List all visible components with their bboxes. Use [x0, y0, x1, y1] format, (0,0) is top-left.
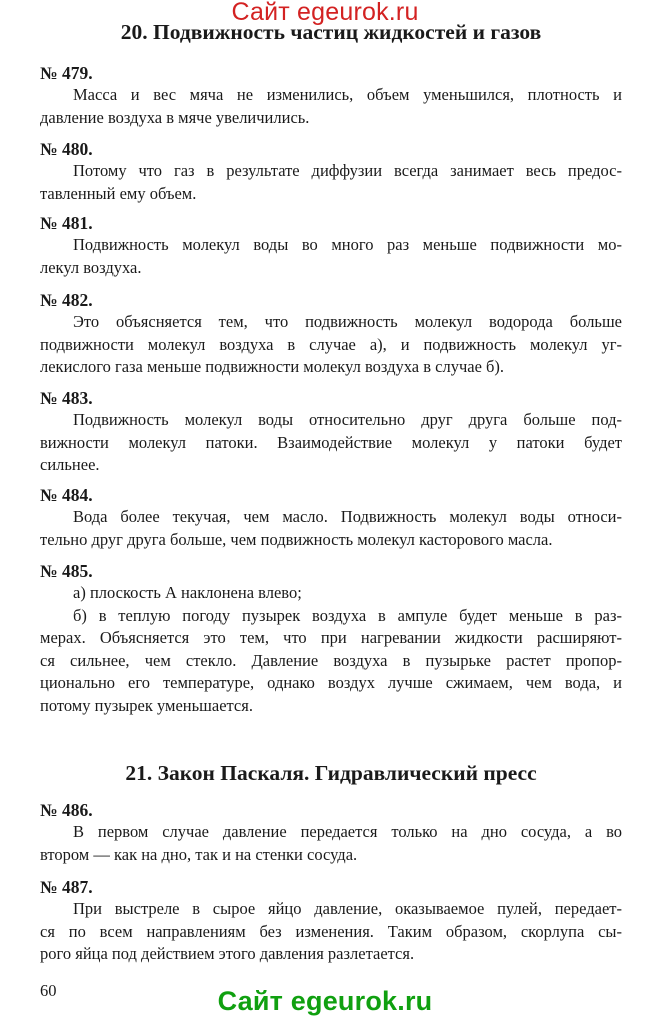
site-watermark-top: Сайт egeurok.ru — [231, 0, 419, 26]
problem-text-line: ся сильнее, чем стекло. Давление воздуха в пузырьке растет пропор- — [40, 650, 622, 670]
problem-number: № 486. — [40, 800, 93, 820]
problem-487 — [40, 876, 622, 966]
problem-479 — [40, 62, 622, 129]
problem-text-line: Подвижность молекул воды относительно друг друга больше под- — [73, 410, 622, 429]
problem-text-line: В первом случае давление передается только на дно сосуда, а во — [73, 822, 622, 841]
problem-text-line: сильнее. — [40, 455, 100, 475]
problem-text-line: вижности молекул патоки. Взаимодействие молекул у патоки будет — [40, 432, 622, 452]
section-20-title: 20. Подвижность частиц жидкостей и газов — [120, 20, 542, 44]
problem-text-line: Подвижность молекул воды во много раз меньше подвижности мо- — [73, 235, 622, 254]
problem-text-line: б) в теплую погоду пузырек воздуха в ампуле будет меньше в раз- — [73, 605, 622, 625]
problem-number: № 485. — [40, 561, 93, 581]
section-21-title: 21. Закон Паскаля. Гидравлический пресс — [125, 761, 537, 785]
problem-text-line: тавленный ему объем. — [40, 183, 197, 203]
problem-number: № 484. — [40, 485, 93, 505]
problem-text-line: потому пузырек уменьшается. — [40, 695, 253, 715]
problem-number: № 479. — [40, 63, 93, 83]
problem-number: № 480. — [40, 139, 93, 159]
problem-number: № 487. — [40, 877, 93, 897]
problem-text-line: тельно друг друга больше, чем подвижность молекул касторового масла. — [40, 529, 553, 549]
problem-text-line: подвижности молекул воздуха в случае а), и подвижность молекул уг- — [40, 334, 622, 354]
problem-text-line: ционально его температуре, однако воздух лучше сжимаем, чем вода, и — [40, 673, 622, 693]
problem-text-line: мерах. Объясняется это тем, что при нагревании жидкости расширяют- — [40, 628, 622, 648]
problem-text-line: втором — как на дно, так и на стенки сосуда. — [40, 844, 358, 864]
problem-484 — [40, 484, 622, 551]
page-number: 60 — [40, 981, 57, 1000]
problem-text-line: Вода более текучая, чем масло. Подвижность молекул воды относи- — [73, 507, 622, 526]
problem-483 — [40, 387, 622, 477]
problem-text-line: лекул воздуха. — [40, 257, 142, 277]
site-watermark-bottom: Сайт egeurok.ru — [217, 986, 433, 1016]
problem-text-line: Потому что газ в результате диффузии всегда занимает весь предос- — [73, 161, 622, 180]
problem-number: № 483. — [40, 388, 93, 408]
problem-486 — [40, 799, 622, 866]
problem-480 — [40, 138, 622, 205]
problem-text-line: Это объясняется тем, что подвижность молекул водорода больше — [73, 312, 622, 331]
problem-text-line: а) плоскость А наклонена влево; — [73, 583, 302, 602]
problem-text-line: Масса и вес мяча не изменились, объем уменьшился, плотность и — [73, 85, 622, 104]
problem-text-line: рого яйца под действием этого давления разлетается. — [40, 944, 415, 964]
problem-485 — [40, 560, 622, 718]
problem-number: № 482. — [40, 290, 93, 310]
problem-text-line: ся по всем направлениям без изменения. Таким образом, скорлупа сы- — [40, 921, 622, 941]
problem-text-line: При выстреле в сырое яйцо давление, оказываемое пулей, передает- — [73, 899, 622, 918]
problem-text-line: лекислого газа меньше подвижности молекул воздуха в случае б). — [40, 357, 505, 377]
problem-number: № 481. — [40, 213, 93, 233]
problem-481 — [40, 212, 622, 279]
problem-text-line: давление воздуха в мяче увеличились. — [40, 107, 310, 127]
problem-482 — [40, 289, 622, 379]
